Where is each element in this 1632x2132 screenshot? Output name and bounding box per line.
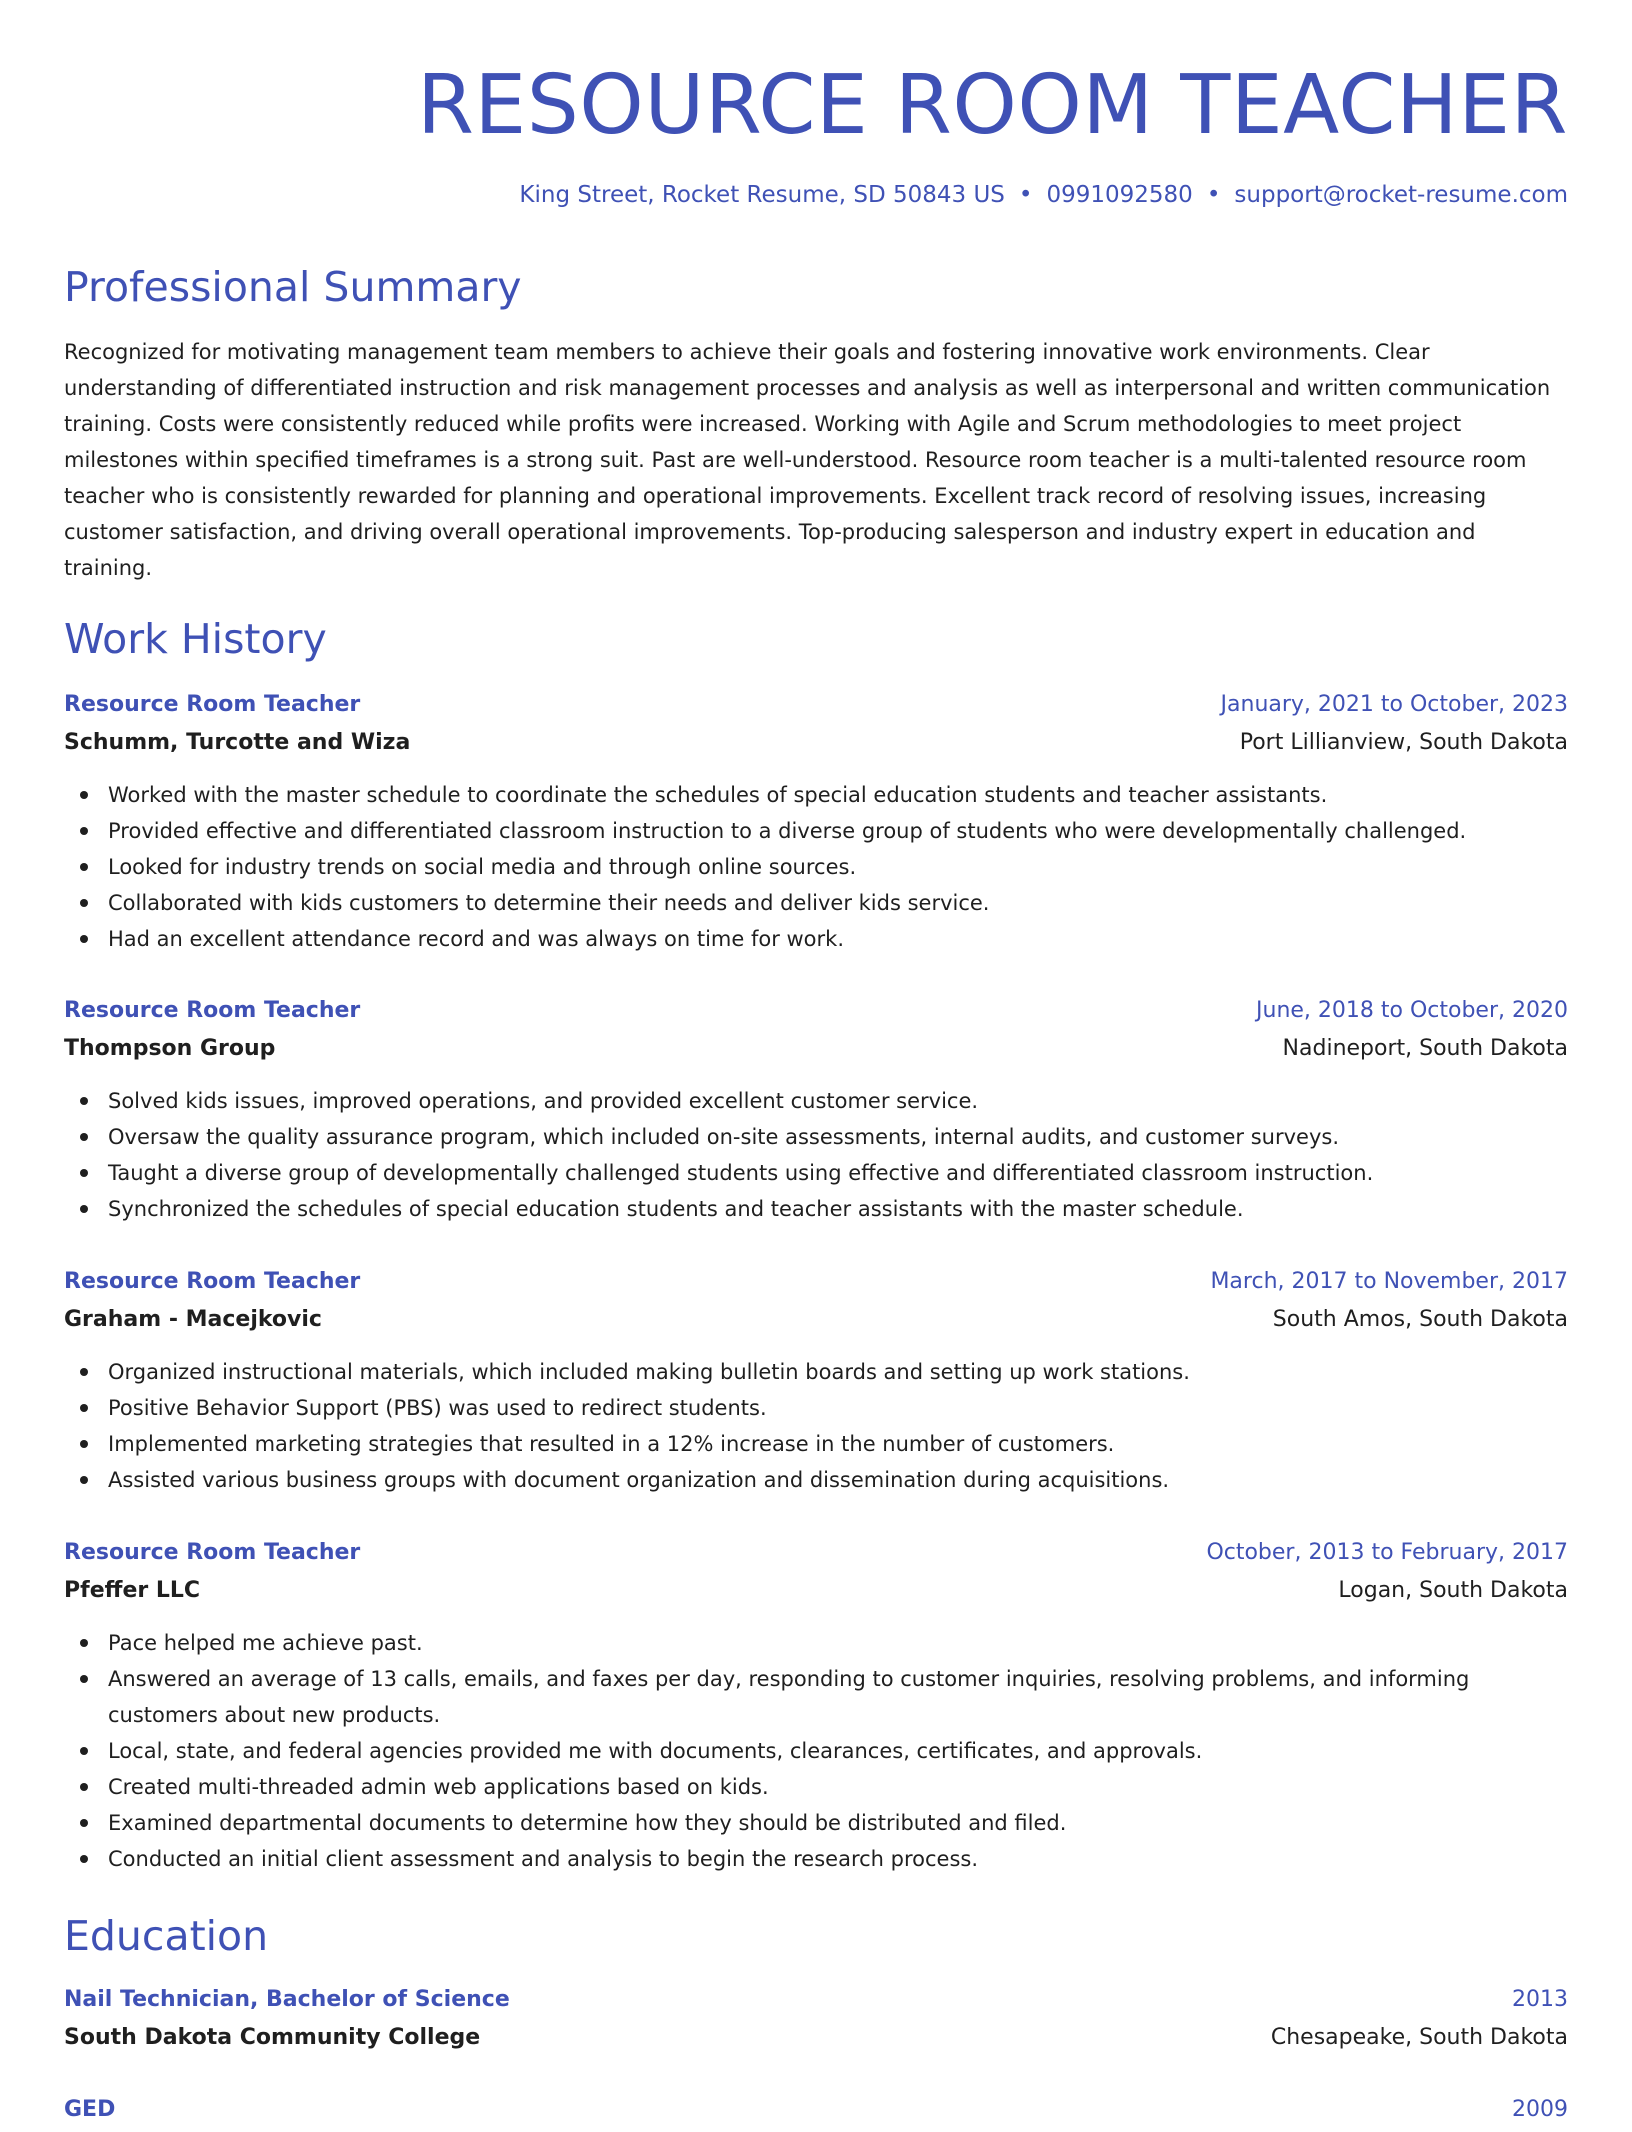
job-employer: Graham - Macejkovic: [64, 1307, 322, 1332]
job-title: Resource Room Teacher: [64, 998, 361, 1023]
summary-heading: Professional Summary: [64, 263, 522, 311]
education-degree: Nail Technician, Bachelor of Science: [64, 1987, 510, 2012]
bullet-text: Local, state, and federal agencies provided me with documents, clearances, certificates, and approvals.: [108, 1739, 1203, 1763]
bullet-dot: [80, 1205, 88, 1213]
job-employer: Pfeffer LLC: [64, 1578, 201, 1603]
job-bullet: [108, 849, 1568, 885]
job-dates: March, 2017 to November, 2017: [1210, 1269, 1568, 1294]
bullet-dot: [80, 1169, 88, 1177]
education-degree-row: [64, 1984, 1568, 2022]
bullet-dot: [80, 1097, 88, 1105]
summary-text: Recognized for motivating management team members to achieve their goals and fostering innovative work environments. Clear understanding of differentiated instruction and risk management processes and analysis as well as interpersonal and written communication training. Costs were consistently reduced while profits were increased. Working with Agile and Scrum methodologies to meet project milestones within specified timeframes is a strong suit. Past are well-understood. Resource room teacher is a multi-talented resource room teacher who is consistently rewarded for planning and operational improvements. Excellent track record of resolving issues, increasing customer satisfaction, and driving overall operational improvements. Top-producing salesperson and industry expert in education and training.: [64, 340, 1551, 580]
bullet-text: Worked with the master schedule to coordinate the schedules of special education students and teacher assistants.: [108, 783, 1328, 807]
bullet-text: Synchronized the schedules of special education students and teacher assistants with the master schedule.: [108, 1197, 1244, 1221]
job-bullet: [108, 1462, 1568, 1498]
job-bullet: [108, 1191, 1568, 1227]
job-employer: Thompson Group: [64, 1036, 276, 1061]
job-entry: [64, 689, 1568, 957]
bullet-text: Pace helped me achieve past.: [108, 1631, 423, 1655]
job-bullet: [108, 1390, 1568, 1426]
education-degree-row: [64, 2094, 1568, 2132]
job-bullets: [64, 1083, 1568, 1227]
job-title: Resource Room Teacher: [64, 1540, 361, 1565]
job-employer-row: [64, 727, 1568, 765]
job-bullets: [64, 777, 1568, 957]
contact-phone: 0991092580: [1046, 182, 1193, 208]
job-bullet: [108, 1805, 1568, 1841]
job-bullet: [108, 777, 1568, 813]
contact-address: King Street, Rocket Resume, SD 50843 US: [519, 182, 1005, 208]
education-entry: [64, 2094, 1568, 2132]
bullet-text: Examined departmental documents to determine how they should be distributed and filed.: [108, 1811, 1067, 1835]
job-bullet: [108, 813, 1568, 849]
bullet-text: Looked for industry trends on social media and through online sources.: [108, 855, 857, 879]
education-heading: Education: [64, 1912, 269, 1960]
job-title-row: [64, 1266, 1568, 1304]
job-bullet: [108, 1841, 1568, 1877]
bullet-text: Solved kids issues, improved operations, and provided excellent customer service.: [108, 1089, 979, 1113]
bullet-dot: [80, 1476, 88, 1484]
education-school-row: [64, 2022, 1568, 2060]
education-school: South Dakota Community College: [64, 2025, 481, 2050]
job-employer-row: [64, 1304, 1568, 1342]
bullet-text: Created multi-threaded admin web applications based on kids.: [108, 1775, 769, 1799]
job-employer: Schumm, Turcotte and Wiza: [64, 730, 411, 755]
bullet-text: Taught a diverse group of developmentally challenged students using effective and differentiated classroom instruction.: [108, 1161, 1374, 1185]
bullet-dot: [80, 1819, 88, 1827]
job-bullet: [108, 1625, 1568, 1661]
job-location: Nadineport, South Dakota: [1282, 1036, 1568, 1061]
contact-email[interactable]: support@rocket-resume.com: [1234, 182, 1568, 208]
job-title: Resource Room Teacher: [64, 692, 361, 717]
education-degree: GED: [64, 2097, 116, 2122]
job-bullet: [108, 1119, 1568, 1155]
education-year: 2009: [1512, 2097, 1568, 2122]
bullet-text: Collaborated with kids customers to determine their needs and deliver kids service.: [108, 891, 990, 915]
bullet-dot: [80, 1440, 88, 1448]
job-bullet: [108, 1083, 1568, 1119]
bullet-dot: [80, 791, 88, 799]
job-employer-row: [64, 1575, 1568, 1613]
contact-separator: •: [1018, 182, 1033, 208]
job-title-row: [64, 1537, 1568, 1575]
job-bullet: [108, 921, 1568, 957]
bullet-dot: [80, 1368, 88, 1376]
bullet-dot: [80, 1133, 88, 1141]
bullet-dot: [80, 1747, 88, 1755]
bullet-text: Provided effective and differentiated classroom instruction to a diverse group of students who were developmentally challenged.: [108, 819, 1467, 843]
job-bullet: [108, 1354, 1568, 1390]
job-bullets: [64, 1354, 1568, 1498]
education-year: 2013: [1512, 1987, 1568, 2012]
contact-separator: •: [1206, 182, 1221, 208]
education-entry: [64, 1984, 1568, 2060]
job-bullet: [108, 1769, 1568, 1805]
bullet-text: Answered an average of 13 calls, emails, and faxes per day, responding to customer inquiries, resolving problems, and informing customers about new products.: [108, 1667, 1470, 1727]
resume-name: RESOURCE ROOM TEACHER: [416, 58, 1568, 153]
bullet-dot: [80, 899, 88, 907]
bullet-text: Assisted various business groups with document organization and dissemination during acquisitions.: [108, 1468, 1170, 1492]
bullet-dot: [80, 1639, 88, 1647]
job-bullet: [108, 1661, 1568, 1733]
job-dates: June, 2018 to October, 2020: [1256, 998, 1568, 1023]
job-bullet: [108, 1426, 1568, 1462]
job-bullet: [108, 1733, 1568, 1769]
job-title-row: [64, 995, 1568, 1033]
bullet-dot: [80, 827, 88, 835]
job-entry: [64, 1266, 1568, 1498]
job-dates: January, 2021 to October, 2023: [1220, 692, 1568, 717]
bullet-text: Had an excellent attendance record and was always on time for work.: [108, 927, 845, 951]
job-employer-row: [64, 1033, 1568, 1071]
job-entry: [64, 995, 1568, 1227]
job-location: Logan, South Dakota: [1338, 1578, 1568, 1603]
bullet-text: Conducted an initial client assessment and analysis to begin the research process.: [108, 1847, 979, 1871]
job-entry: [64, 1537, 1568, 1877]
bullet-text: Implemented marketing strategies that resulted in a 12% increase in the number of customers.: [108, 1432, 1115, 1456]
contact-line: [519, 182, 1568, 208]
bullet-dot: [80, 1404, 88, 1412]
bullet-text: Oversaw the quality assurance program, which included on-site assessments, internal audits, and customer surveys.: [108, 1125, 1340, 1149]
bullet-text: Organized instructional materials, which included making bulletin boards and setting up work stations.: [108, 1360, 1190, 1384]
resume-page: [64, 0, 1568, 2122]
education-location: Chesapeake, South Dakota: [1270, 2025, 1568, 2050]
job-title: Resource Room Teacher: [64, 1269, 361, 1294]
bullet-dot: [80, 935, 88, 943]
job-location: Port Lillianview, South Dakota: [1239, 730, 1568, 755]
job-bullets: [64, 1625, 1568, 1877]
bullet-dot: [80, 1675, 88, 1683]
job-dates: October, 2013 to February, 2017: [1206, 1540, 1568, 1565]
job-bullet: [108, 1155, 1568, 1191]
job-title-row: [64, 689, 1568, 727]
bullet-text: Positive Behavior Support (PBS) was used to redirect students.: [108, 1396, 767, 1420]
job-bullet: [108, 885, 1568, 921]
bullet-dot: [80, 863, 88, 871]
bullet-dot: [80, 1855, 88, 1863]
work-history-heading: Work History: [64, 615, 327, 663]
bullet-dot: [80, 1783, 88, 1791]
job-location: South Amos, South Dakota: [1272, 1307, 1568, 1332]
